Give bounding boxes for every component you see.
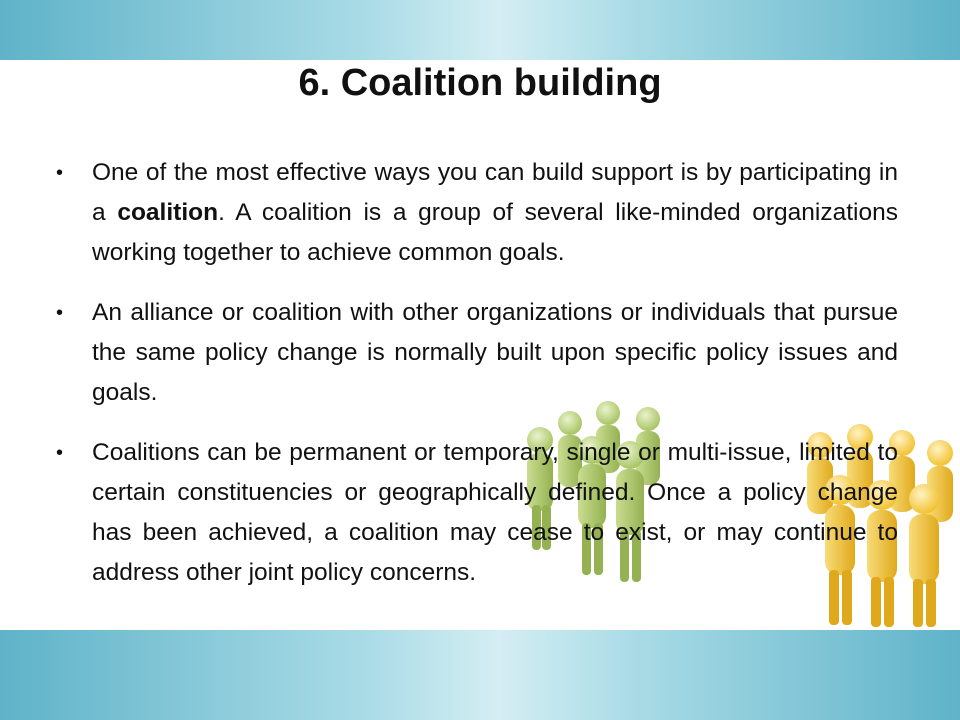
bullet-item bbox=[56, 153, 898, 273]
bottom-decorative-band bbox=[0, 630, 960, 720]
bullet-item bbox=[56, 433, 898, 593]
slide-title: 6. Coalition building bbox=[298, 62, 662, 104]
bullet-text: An alliance or coalition with other organizations or individuals that pursue the same policy change is normally built upon specific policy issues and goals. bbox=[92, 299, 898, 406]
bullet-icon: • bbox=[56, 442, 64, 464]
top-decorative-band bbox=[0, 0, 960, 60]
bullet-icon: • bbox=[56, 302, 64, 324]
bullet-text-part: . A coalition is a group of several like-minded organizations working together to achieve common goals. bbox=[92, 199, 899, 266]
bullet-icon: • bbox=[56, 162, 64, 184]
bullet-text: Coalitions can be permanent or temporary, single or multi-issue, limited to certain constituencies or geographically defined. Once a policy change has been achieved, a coalition may cease to exist, or may continue to address other joint policy concerns. bbox=[92, 439, 898, 586]
bullet-text-part: One of the most effective ways you can build support is by participating in a bbox=[92, 159, 898, 226]
bullet-list bbox=[56, 153, 898, 613]
bullet-item bbox=[56, 293, 898, 413]
bullet-emphasis: coalition bbox=[117, 199, 219, 226]
